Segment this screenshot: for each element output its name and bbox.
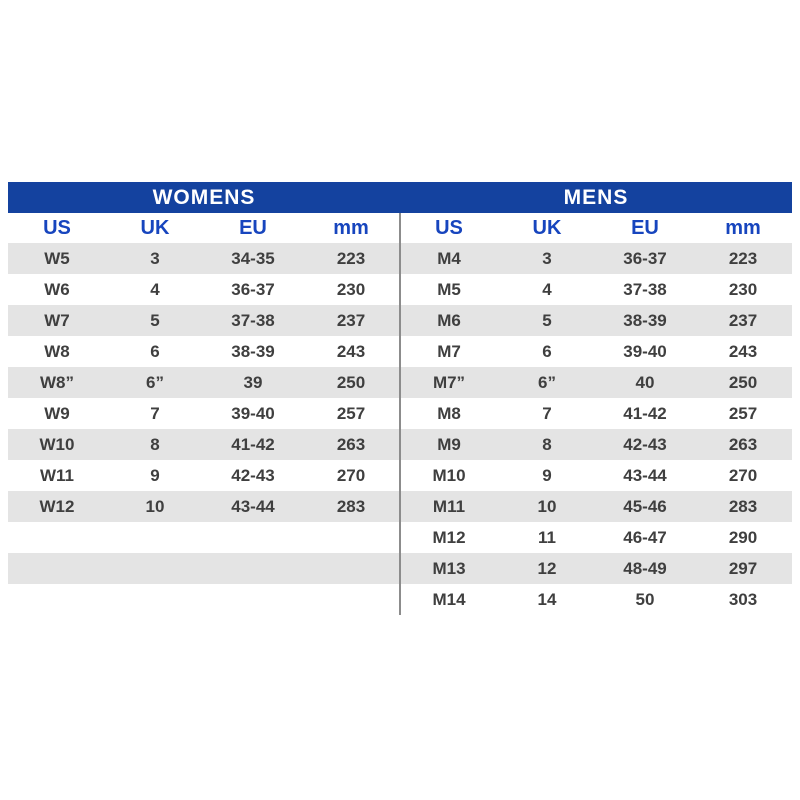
size-cell: 230 <box>336 279 366 299</box>
size-cell: 48-49 <box>623 558 667 578</box>
column-header-row <box>8 213 400 243</box>
size-cell: M5 <box>437 279 461 299</box>
size-cell: 37-38 <box>623 279 667 299</box>
table-row <box>400 460 792 491</box>
size-cell <box>106 584 204 615</box>
size-cell: M8 <box>437 403 461 423</box>
column-header: mm <box>694 213 792 243</box>
table-row <box>8 243 400 274</box>
table-row <box>8 398 400 429</box>
column-header: EU <box>596 213 694 243</box>
size-cell <box>8 584 106 615</box>
size-cell: M9 <box>437 434 461 454</box>
size-cell: 43-44 <box>623 465 667 485</box>
size-cell <box>302 522 400 553</box>
column-header: UK <box>106 213 204 243</box>
size-cell: M13 <box>432 558 466 578</box>
size-cell <box>8 522 106 553</box>
size-cell: 250 <box>336 372 366 392</box>
size-cell: W9 <box>44 403 70 423</box>
size-cell <box>302 584 400 615</box>
blank-row <box>8 584 400 615</box>
table-row <box>8 367 400 398</box>
size-cell: M4 <box>437 248 461 268</box>
size-cell <box>204 522 302 553</box>
table-row <box>8 491 400 522</box>
size-cell: W10 <box>39 434 75 454</box>
table-row <box>8 274 400 305</box>
size-cell: 4 <box>150 279 160 299</box>
size-cell: 243 <box>728 341 758 361</box>
size-cell: 14 <box>537 589 557 609</box>
column-header: US <box>8 213 106 243</box>
size-cell: W12 <box>39 496 75 516</box>
table-row <box>400 553 792 584</box>
size-cell: 37-38 <box>231 310 275 330</box>
table-row <box>8 305 400 336</box>
size-cell: 243 <box>336 341 366 361</box>
column-header: EU <box>204 213 302 243</box>
size-cell: W11 <box>39 465 75 485</box>
size-cell: W5 <box>44 248 70 268</box>
size-cell: 257 <box>728 403 758 423</box>
blank-row <box>8 522 400 553</box>
size-cell: 7 <box>542 403 552 423</box>
size-cell <box>8 553 106 584</box>
size-cell: M7” <box>432 372 466 392</box>
table-row <box>400 491 792 522</box>
size-cell: 257 <box>336 403 366 423</box>
table-row <box>400 305 792 336</box>
column-header: mm <box>302 213 400 243</box>
size-cell: 9 <box>150 465 160 485</box>
size-cell: 38-39 <box>623 310 667 330</box>
size-cell: 46-47 <box>623 527 667 547</box>
size-cell: 303 <box>728 589 758 609</box>
size-cell: 250 <box>728 372 758 392</box>
tables-area <box>8 213 792 615</box>
size-cell: 39-40 <box>231 403 275 423</box>
size-cell: 3 <box>150 248 160 268</box>
size-cell: 45-46 <box>623 496 667 516</box>
size-cell: M12 <box>432 527 466 547</box>
column-header: US <box>400 213 498 243</box>
size-cell: M14 <box>432 589 466 609</box>
size-cell: 5 <box>150 310 160 330</box>
size-cell: 237 <box>336 310 366 330</box>
size-cell <box>204 584 302 615</box>
size-cell: 8 <box>542 434 552 454</box>
size-cell: 283 <box>728 496 758 516</box>
size-cell: 3 <box>542 248 552 268</box>
size-cell: 4 <box>542 279 552 299</box>
size-cell: 6” <box>538 372 556 392</box>
size-cell <box>106 553 204 584</box>
size-cell: 38-39 <box>231 341 275 361</box>
column-header: UK <box>498 213 596 243</box>
size-cell: 270 <box>336 465 366 485</box>
size-cell: 42-43 <box>623 434 667 454</box>
table-row <box>400 336 792 367</box>
size-cell: 230 <box>728 279 758 299</box>
size-cell: 10 <box>145 496 165 516</box>
table-row <box>400 243 792 274</box>
size-cell: 263 <box>728 434 758 454</box>
size-cell: 36-37 <box>231 279 275 299</box>
size-cell: 43-44 <box>231 496 275 516</box>
section-title-bar <box>8 182 792 213</box>
size-cell: 36-37 <box>623 248 667 268</box>
table-row <box>8 429 400 460</box>
size-cell: 223 <box>728 248 758 268</box>
mens-size-table <box>400 213 792 615</box>
size-cell: 5 <box>542 310 552 330</box>
size-cell: 12 <box>537 558 557 578</box>
size-cell: 39-40 <box>623 341 667 361</box>
size-cell: 50 <box>635 589 655 609</box>
size-cell: M10 <box>432 465 466 485</box>
size-cell: W6 <box>44 279 70 299</box>
table-row <box>400 429 792 460</box>
size-cell: 270 <box>728 465 758 485</box>
size-cell: 6 <box>150 341 160 361</box>
size-cell: 290 <box>728 527 758 547</box>
size-cell: W8 <box>44 341 70 361</box>
size-cell: W7 <box>44 310 70 330</box>
mens-section-title: MENS <box>563 185 629 209</box>
size-cell: 7 <box>150 403 160 423</box>
size-cell: 223 <box>336 248 366 268</box>
size-cell <box>106 522 204 553</box>
table-row <box>400 274 792 305</box>
size-cell: 11 <box>538 527 556 547</box>
table-row <box>8 336 400 367</box>
column-header-row <box>400 213 792 243</box>
size-cell: 297 <box>728 558 758 578</box>
size-cell: 6 <box>542 341 552 361</box>
womens-size-table <box>8 213 400 615</box>
size-cell: 263 <box>336 434 366 454</box>
womens-section-title: WOMENS <box>152 185 256 209</box>
size-cell: 10 <box>537 496 557 516</box>
size-cell: 6” <box>146 372 164 392</box>
size-cell: M7 <box>437 341 461 361</box>
table-row <box>400 522 792 553</box>
size-cell: M11 <box>432 496 466 516</box>
size-cell: 9 <box>542 465 552 485</box>
size-cell: 8 <box>150 434 160 454</box>
size-cell: 42-43 <box>231 465 275 485</box>
table-row <box>400 367 792 398</box>
size-cell: 39 <box>243 372 263 392</box>
size-cell: 41-42 <box>623 403 667 423</box>
size-cell: M6 <box>437 310 461 330</box>
size-cell <box>302 553 400 584</box>
table-row <box>400 398 792 429</box>
size-cell: 283 <box>336 496 366 516</box>
table-row <box>8 460 400 491</box>
size-cell: 34-35 <box>231 248 275 268</box>
size-cell: 237 <box>728 310 758 330</box>
table-divider <box>399 213 401 615</box>
size-cell: 40 <box>635 372 655 392</box>
size-cell: 41-42 <box>231 434 275 454</box>
size-conversion-chart <box>8 182 792 615</box>
table-row <box>400 584 792 615</box>
size-cell: W8” <box>40 372 74 392</box>
blank-row <box>8 553 400 584</box>
size-cell <box>204 553 302 584</box>
